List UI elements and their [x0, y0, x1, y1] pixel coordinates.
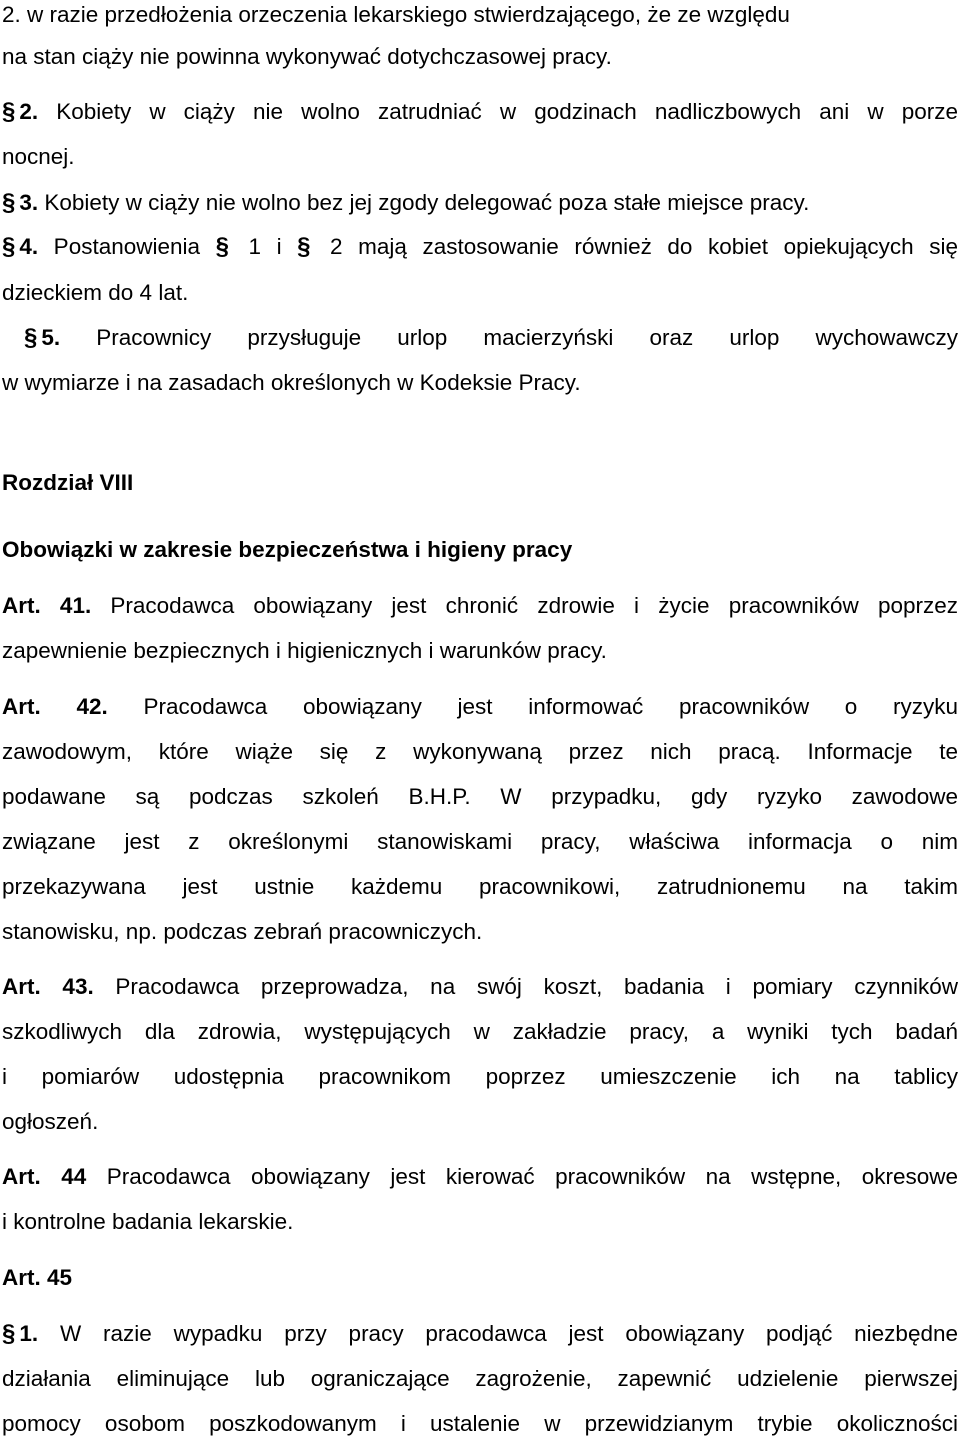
section-sign: §	[215, 233, 229, 260]
text-line: szkodliwych dla zdrowia, występujących w zakładzie pracy, a wyniki tych badań	[2, 1019, 958, 1044]
text-line: Pracodawca obowiązany jest kierować pracowników na wstępne, okresowe	[86, 1164, 958, 1189]
text-line: i pomiarów udostępnia pracownikom poprzez umieszczenie ich na tablicy	[2, 1064, 958, 1089]
text-line: związane jest z określonymi stanowiskami pracy, właściwa informacja o nim	[2, 829, 958, 854]
section-sign: §	[2, 233, 16, 260]
text-line: nocnej.	[2, 144, 75, 169]
text-line: Pracodawca obowiązany jest informować pracowników o ryzyku	[107, 694, 959, 719]
text-line: Pracodawca obowiązany jest chronić zdrowie i życie pracowników poprzez	[91, 593, 958, 618]
section-sign: §	[2, 98, 16, 125]
text-line: na stan ciąży nie powinna wykonywać dotychczasowej pracy.	[2, 44, 612, 69]
text-line: Kobiety w ciąży nie wolno bez jej zgody delegować poza stałe miejsce pracy.	[38, 190, 810, 215]
section-sign: §	[297, 233, 311, 260]
text-line: Pracownicy przysługuje urlop macierzyński oraz urlop wychowawczy	[60, 325, 958, 350]
section-number: 3.	[19, 190, 39, 215]
article-42	[2, 692, 958, 722]
text-line: Kobiety w ciąży nie wolno zatrudniać w godzinach nadliczbowych ani w porze	[38, 99, 958, 124]
text-line: w wymiarze i na zasadach określonych w Kodeksie Pracy.	[2, 370, 581, 395]
section-number: 2.	[19, 99, 39, 124]
article-45-heading: Art. 45	[2, 1265, 73, 1290]
section-sign: §	[2, 189, 16, 216]
text-line: zapewnienie bezpiecznych i higienicznych i warunków pracy.	[2, 638, 607, 663]
text-line: i kontrolne badania lekarskie.	[2, 1209, 294, 1234]
article-number: Art. 41.	[2, 593, 92, 618]
text-line: stanowisku, np. podczas zebrań pracowniczych.	[2, 919, 483, 944]
section-number: 1.	[19, 1321, 39, 1346]
paragraph-3	[2, 188, 958, 218]
text-line: przekazywana jest ustnie każdemu pracownikowi, zatrudnionemu na takim	[2, 874, 958, 899]
section-sign: §	[2, 1320, 16, 1347]
text-fragment: 2 mają zastosowanie również do kobiet opiekujących się	[314, 234, 958, 259]
text-line: działania eliminujące lub ograniczające zagrożenie, zapewnić udzielenie pierwszej	[2, 1366, 958, 1391]
article-41	[2, 591, 958, 621]
chapter-subtitle: Obowiązki w zakresie bezpieczeństwa i higieny pracy	[2, 537, 573, 562]
paragraph-5	[2, 323, 958, 353]
section-number: 4.	[19, 234, 39, 259]
text-line: pomocy osobom poszkodowanym i ustalenie w przewidzianym trybie okoliczności	[2, 1411, 958, 1436]
article-number: Art. 42.	[2, 694, 108, 719]
text-line: dzieckiem do 4 lat.	[2, 280, 189, 305]
text-line: podawane są podczas szkoleń B.H.P. W przypadku, gdy ryzyko zawodowe	[2, 784, 958, 809]
text-line: W razie wypadku przy pracy pracodawca jest obowiązany podjąć niezbędne	[38, 1321, 958, 1346]
chapter-title: Rozdział VIII	[2, 470, 134, 495]
text-fragment: Postanowienia	[38, 234, 216, 259]
paragraph-2	[2, 97, 958, 127]
text-line: zawodowym, które wiąże się z wykonywaną przez nich pracą. Informacje te	[2, 739, 958, 764]
text-line: ogłoszeń.	[2, 1109, 99, 1134]
text-line: Pracodawca przeprowadza, na swój koszt, badania i pomiary czynników	[93, 974, 958, 999]
paragraph-4	[2, 232, 958, 262]
article-44	[2, 1162, 958, 1192]
section-number: 5.	[41, 325, 61, 350]
article-number: Art. 44	[2, 1164, 87, 1189]
text-fragment: 1 i	[232, 234, 298, 259]
text-line: 2. w razie przedłożenia orzeczenia lekarskiego stwierdzającego, że ze względu	[2, 2, 790, 27]
article-43	[2, 972, 958, 1002]
section-sign: §	[24, 324, 38, 351]
article-45-paragraph-1	[2, 1319, 958, 1349]
article-number: Art. 43.	[2, 974, 94, 999]
